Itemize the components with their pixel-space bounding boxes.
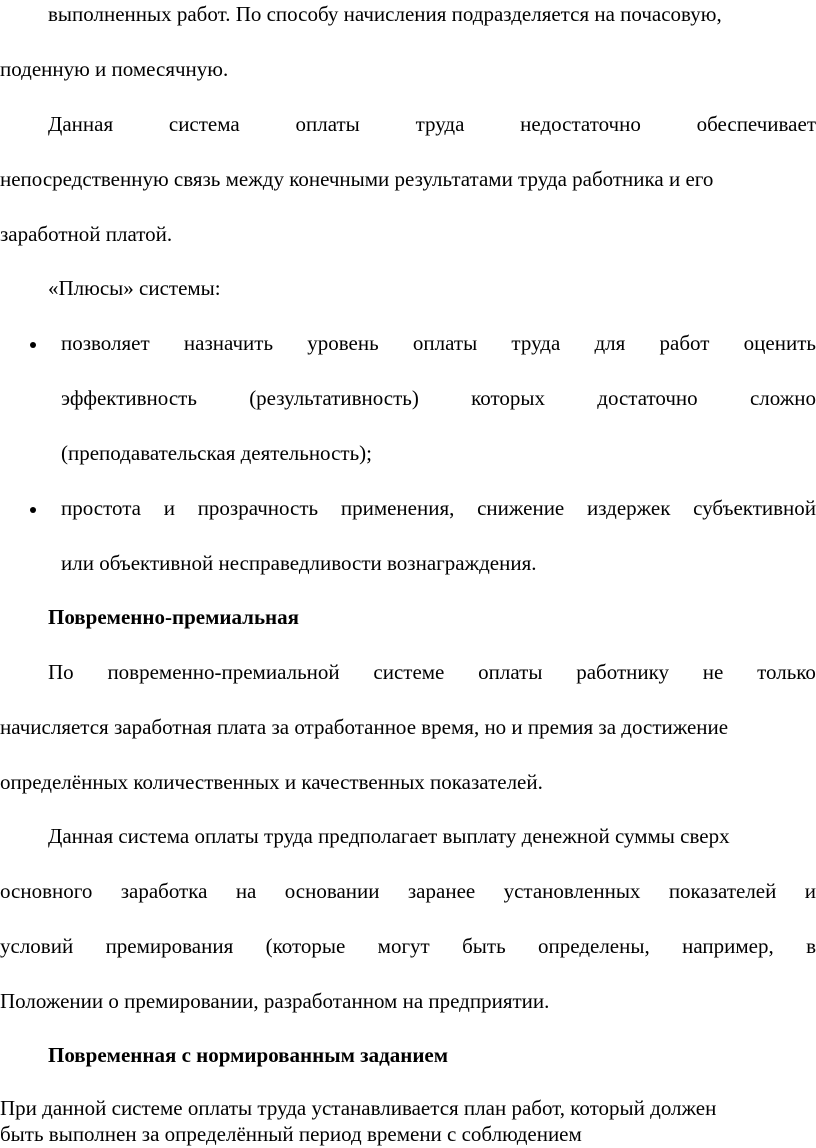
justified-line xyxy=(0,936,816,960)
text-line: При данной системе оплаты труда устанавливается план работ, который должен xyxy=(0,1096,717,1120)
justified-line xyxy=(48,114,816,138)
pros-heading: «Плюсы» системы: xyxy=(48,276,221,300)
word: повременно-премиальной xyxy=(107,660,340,684)
word: назначить xyxy=(183,331,274,355)
justified-line xyxy=(0,881,816,905)
word: основного xyxy=(0,879,93,903)
word: недостаточно xyxy=(520,112,641,136)
word: оплаты xyxy=(478,660,543,684)
text-line: заработной платой. xyxy=(0,222,173,246)
word: установленных xyxy=(503,879,641,903)
word: заработка xyxy=(120,879,208,903)
word: труда xyxy=(415,112,465,136)
word: условий xyxy=(0,934,74,958)
justified-line xyxy=(61,333,816,357)
word: достаточно xyxy=(597,386,698,410)
word: которых xyxy=(471,386,545,410)
word: обеспечивает xyxy=(696,112,816,136)
word: быть xyxy=(462,934,506,958)
word: оплаты xyxy=(295,112,360,136)
word: работнику xyxy=(576,660,670,684)
text-line: определённых количественных и качественных показателей. xyxy=(0,770,543,794)
word: могут xyxy=(377,934,430,958)
text-line: начисляется заработная плата за отработанное время, но и премия за достижение xyxy=(0,715,729,739)
word: уровень xyxy=(307,331,379,355)
word: заранее xyxy=(407,879,476,903)
text-line: (преподавательская деятельность); xyxy=(61,441,372,465)
word: например, xyxy=(682,934,774,958)
word: снижение xyxy=(477,496,565,520)
word: оплаты xyxy=(412,331,478,355)
word: (которые xyxy=(265,934,346,958)
word: работ xyxy=(659,331,710,355)
word: основании xyxy=(284,879,380,903)
word: применения, xyxy=(340,496,455,520)
word: определены, xyxy=(538,934,650,958)
word: субъективной xyxy=(693,496,816,520)
word: сложно xyxy=(749,386,816,410)
justified-line xyxy=(61,388,816,412)
word: По xyxy=(48,660,74,684)
word: системе xyxy=(373,660,445,684)
section-heading: Повременная с нормированным заданием xyxy=(48,1043,449,1067)
text-line: Данная система оплаты труда предполагает выплату денежной суммы сверх xyxy=(48,824,730,848)
word: прозрачность xyxy=(197,496,319,520)
word: в xyxy=(806,934,816,958)
word: не xyxy=(702,660,724,684)
word: Данная xyxy=(48,112,114,136)
word: издержек xyxy=(587,496,671,520)
word: только xyxy=(757,660,816,684)
word: и xyxy=(804,879,816,903)
bullet-icon xyxy=(30,507,36,513)
word: труда xyxy=(511,331,561,355)
word: позволяет xyxy=(61,331,150,355)
text-line: или объективной несправедливости вознаграждения. xyxy=(61,551,537,575)
word: премирования xyxy=(105,934,234,958)
word: на xyxy=(235,879,257,903)
text-line: непосредственную связь между конечными результатами труда работника и его xyxy=(0,167,714,191)
justified-line xyxy=(48,662,816,686)
word: система xyxy=(168,112,240,136)
section-heading: Повременно-премиальная xyxy=(48,605,300,629)
word: простота xyxy=(61,496,141,520)
text-line: выполненных работ. По способу начисления подразделяется на почасовую, xyxy=(48,2,722,26)
word: показателей xyxy=(668,879,777,903)
word: (результативность) xyxy=(249,386,419,410)
word: эффективность xyxy=(61,386,197,410)
text-line: быть выполнен за определённый период времени с соблюдением xyxy=(0,1122,582,1146)
word: для xyxy=(594,331,626,355)
word: и xyxy=(163,496,175,520)
bullet-icon xyxy=(30,342,36,348)
justified-line xyxy=(61,498,816,522)
word: оценить xyxy=(743,331,816,355)
text-line: поденную и помесячную. xyxy=(0,57,229,81)
text-line: Положении о премировании, разработанном на предприятии. xyxy=(0,989,550,1013)
